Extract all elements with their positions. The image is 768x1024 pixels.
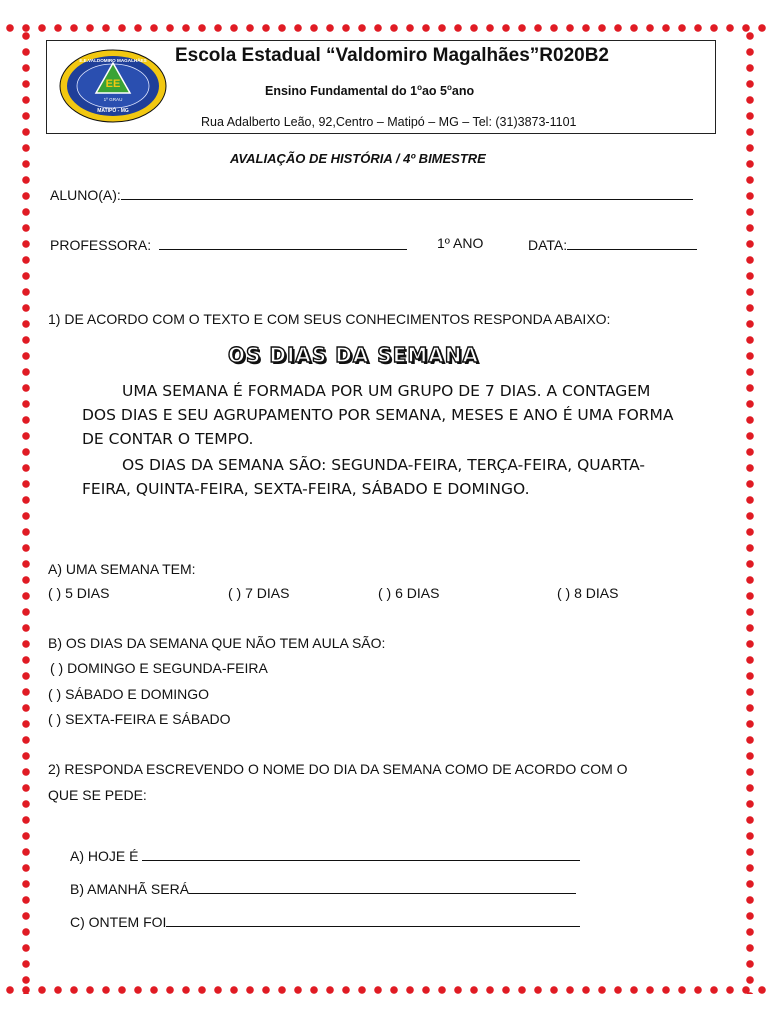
student-label: ALUNO(A):	[50, 187, 121, 203]
reading-text-title: OS DIAS DA SEMANA	[228, 343, 479, 367]
today-label: A) HOJE É	[70, 848, 139, 864]
option-1a-6-days[interactable]: ( ) 6 DIAS	[378, 585, 440, 601]
reading-paragraph-1	[82, 379, 682, 451]
decorative-dot-border-right	[744, 30, 760, 994]
school-level	[265, 83, 474, 98]
level-ordinal-1: o	[417, 83, 422, 92]
teacher-name-line[interactable]	[159, 235, 407, 250]
reading-text-box	[78, 343, 674, 518]
question-2-prompt-line-1: 2) RESPONDA ESCREVENDO O NOME DO DIA DA SEMANA COMO DE ACORDO COM O	[48, 761, 628, 777]
date-field	[528, 235, 697, 253]
level-prefix: Ensino Fundamental do 1	[265, 84, 418, 99]
option-1a-8-days[interactable]: ( ) 8 DIAS	[557, 585, 619, 601]
level-suffix: ano	[451, 84, 475, 99]
student-name-line[interactable]	[121, 185, 693, 200]
question-2a-today	[70, 846, 580, 864]
school-logo-icon	[59, 49, 167, 123]
teacher-label: PROFESSORA:	[50, 237, 152, 253]
logo-ring-text: E.E.VALDOMIRO MAGALHÃES	[79, 58, 147, 63]
option-1b-sunday-monday[interactable]: ( ) DOMINGO E SEGUNDA-FEIRA	[50, 660, 268, 676]
date-line[interactable]	[567, 235, 697, 250]
reading-paragraph-1-text: UMA SEMANA É FORMADA POR UM GRUPO DE 7 DIAS. A CONTAGEM DOS DIAS E SEU AGRUPAMENTO POR SEMANA, MESES E ANO É UMA FORMA DE CONTAR O TEMPO.	[82, 382, 674, 448]
question-2b-tomorrow	[70, 879, 576, 897]
today-answer-line[interactable]	[142, 846, 580, 861]
year-label: 1º ANO	[437, 235, 484, 251]
tomorrow-answer-line[interactable]	[189, 879, 576, 894]
school-header	[46, 40, 716, 134]
option-1a-5-days[interactable]: ( ) 5 DIAS	[48, 585, 110, 601]
yesterday-answer-line[interactable]	[166, 912, 580, 927]
reading-paragraph-2-text: OS DIAS DA SEMANA SÃO: SEGUNDA-FEIRA, TERÇA-FEIRA, QUARTA-FEIRA, QUINTA-FEIRA, SEXTA-FEIRA, SÁBADO E DOMINGO.	[82, 456, 646, 498]
question-1-prompt: 1) DE ACORDO COM O TEXTO E COM SEUS CONHECIMENTOS RESPONDA ABAIXO:	[48, 311, 611, 327]
student-name-field	[50, 185, 693, 203]
question-2c-yesterday	[70, 912, 580, 930]
question-2-prompt-line-2: QUE SE PEDE:	[48, 787, 147, 803]
decorative-dot-border-left	[20, 30, 36, 994]
reading-paragraph-2	[82, 453, 682, 501]
decorative-dot-border-bottom	[0, 984, 768, 1002]
logo-bottom-text: MATIPÓ - MG	[97, 108, 129, 114]
option-1b-friday-saturday[interactable]: ( ) SEXTA-FEIRA E SÁBADO	[48, 711, 231, 727]
logo-initials: EE	[105, 78, 121, 90]
school-address: Rua Adalberto Leão, 92,Centro – Matipó – MG – Tel: (31)3873-1101	[201, 115, 577, 129]
tomorrow-label: B) AMANHÃ SERÁ	[70, 881, 190, 897]
teacher-field	[50, 235, 407, 253]
level-middle: ao 5	[421, 84, 447, 99]
logo-inner-text: 1º GRAU	[103, 97, 123, 102]
question-1b-prompt: B) OS DIAS DA SEMANA QUE NÃO TEM AULA SÃO:	[48, 635, 386, 651]
evaluation-title: AVALIAÇÃO DE HISTÓRIA / 4º BIMESTRE	[230, 151, 486, 166]
question-1a-prompt: A) UMA SEMANA TEM:	[48, 561, 196, 577]
school-name: Escola Estadual “Valdomiro Magalhães”R020B2	[175, 45, 610, 66]
option-1b-saturday-sunday[interactable]: ( ) SÁBADO E DOMINGO	[48, 686, 210, 702]
yesterday-label: C) ONTEM FOI	[70, 914, 167, 930]
date-label: DATA:	[528, 237, 568, 253]
option-1a-7-days[interactable]: ( ) 7 DIAS	[228, 585, 290, 601]
level-ordinal-2: o	[447, 83, 452, 92]
